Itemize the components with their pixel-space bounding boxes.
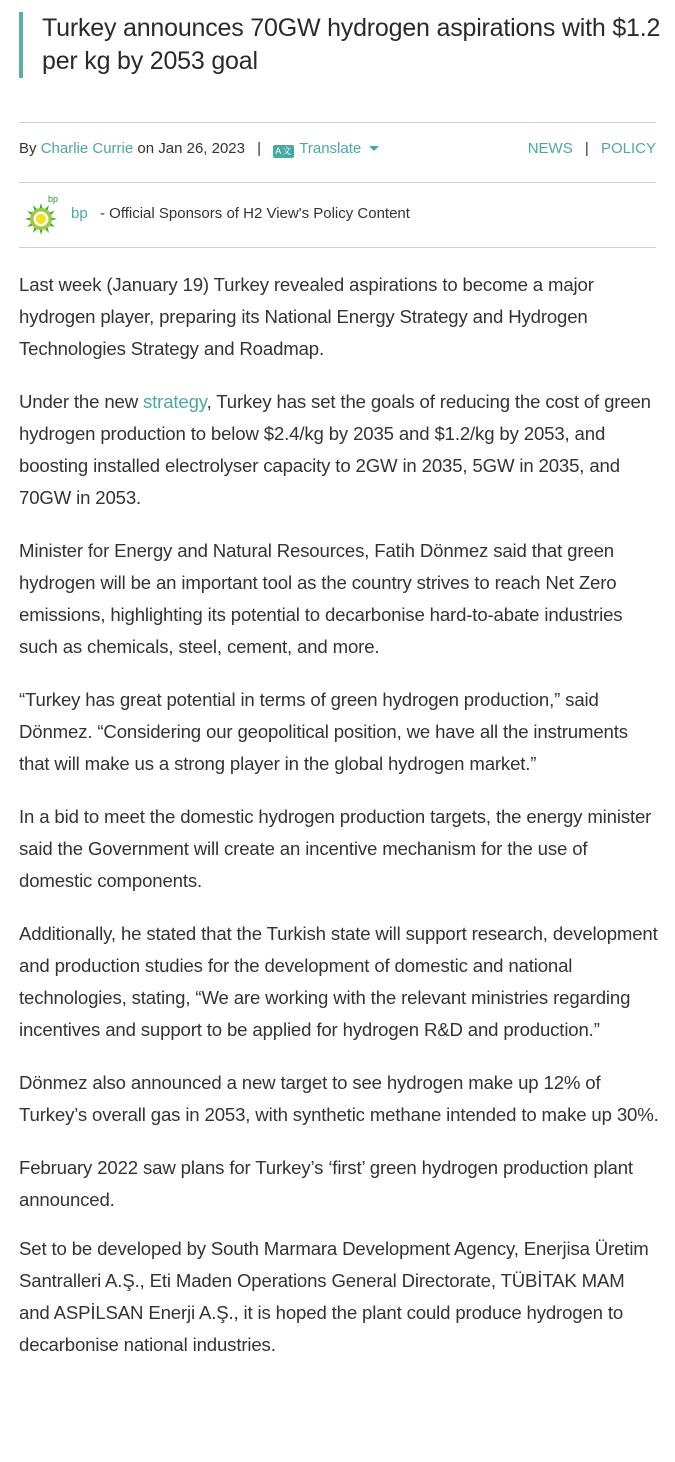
sponsor-description: - Official Sponsors of H2 View's Policy Content bbox=[100, 205, 410, 222]
translate-icon: A文 bbox=[275, 146, 293, 156]
divider-top bbox=[19, 122, 656, 123]
chevron-down-icon bbox=[369, 146, 379, 151]
category-links bbox=[528, 138, 656, 160]
divider-sponsor bbox=[19, 247, 656, 248]
article-paragraph: Minister for Energy and Natural Resources, Fatih Dönmez said that green hydrogen will be an important tool as the country strives to reach Net Zero emissions, highlighting its potential to decarbonise hard-to-abate industries such as chemicals, steel, cement, and more. bbox=[19, 540, 623, 657]
author-link[interactable]: Charlie Currie bbox=[40, 140, 134, 157]
paragraph-text: Under the new bbox=[19, 391, 143, 412]
article-paragraph: February 2022 saw plans for Turkey’s ‘first’ green hydrogen production plant announced. bbox=[19, 1157, 633, 1210]
article-meta-bar bbox=[19, 138, 656, 160]
article-paragraph: Additionally, he stated that the Turkish state will support research, development and production studies for the development of domestic and national technologies, stating, “We are working with the relevant ministries regarding incentives and support to be applied for hydrogen R&D and production.” bbox=[19, 923, 658, 1040]
on-label: on bbox=[137, 140, 155, 157]
article-paragraph: Set to be developed by South Marmara Development Agency, Enerjisa Üretim Santralleri A.Ş., Eti Maden Operations General Directorate, TÜBİTAK MAM and ASPİLSAN Enerji A.Ş., it is hoped the plant could produce hydrogen to decarbonise national industries. bbox=[19, 1238, 649, 1355]
article-body bbox=[19, 269, 659, 1382]
category-separator: | bbox=[584, 140, 589, 157]
sponsor-banner bbox=[23, 193, 653, 237]
article-paragraph: In a bid to meet the domestic hydrogen production targets, the energy minister said the Government will create an incentive mechanism for the use of domestic components. bbox=[19, 806, 652, 891]
sponsor-name-link[interactable]: bp bbox=[71, 205, 88, 222]
paragraph-text: , Turkey has set the goals of reducing the cost of green hydrogen production to below $2.4/kg by 2035 and $1.2/kg by 2053, and boosting installed electrolyser capacity to 2GW in 2035, 5GW in 2035, and 70GW in 2053. bbox=[19, 391, 651, 508]
bp-logo-icon[interactable] bbox=[23, 193, 63, 237]
translate-button[interactable] bbox=[273, 140, 379, 157]
bp-logo-text: bp bbox=[48, 194, 59, 204]
article-headline: Turkey announces 70GW hydrogen aspirations with $1.2 per kg by 2053 goal bbox=[19, 12, 662, 78]
article-paragraph: Dönmez also announced a new target to see hydrogen make up 12% of Turkey’s overall gas in 2053, with synthetic methane intended to make up 30%. bbox=[19, 1072, 659, 1125]
byline bbox=[19, 138, 379, 160]
article-paragraph bbox=[19, 386, 659, 514]
category-link-policy[interactable]: POLICY bbox=[600, 140, 656, 157]
strategy-link[interactable]: strategy bbox=[143, 391, 207, 412]
article-paragraph: “Turkey has great potential in terms of green hydrogen production,” said Dönmez. “Considering our geopolitical position, we have all the instruments that will make us a strong player in the global hydrogen market.” bbox=[19, 689, 628, 774]
article-paragraph: Last week (January 19) Turkey revealed aspirations to become a major hydrogen player, preparing its National Energy Strategy and Hydrogen Technologies Strategy and Roadmap. bbox=[19, 274, 594, 359]
divider-meta bbox=[19, 182, 656, 183]
byline-separator: | bbox=[257, 140, 262, 157]
by-label: By bbox=[19, 140, 37, 157]
translate-label: Translate bbox=[299, 140, 362, 157]
category-link-news[interactable]: NEWS bbox=[527, 140, 573, 157]
publish-date: Jan 26, 2023 bbox=[158, 140, 245, 157]
